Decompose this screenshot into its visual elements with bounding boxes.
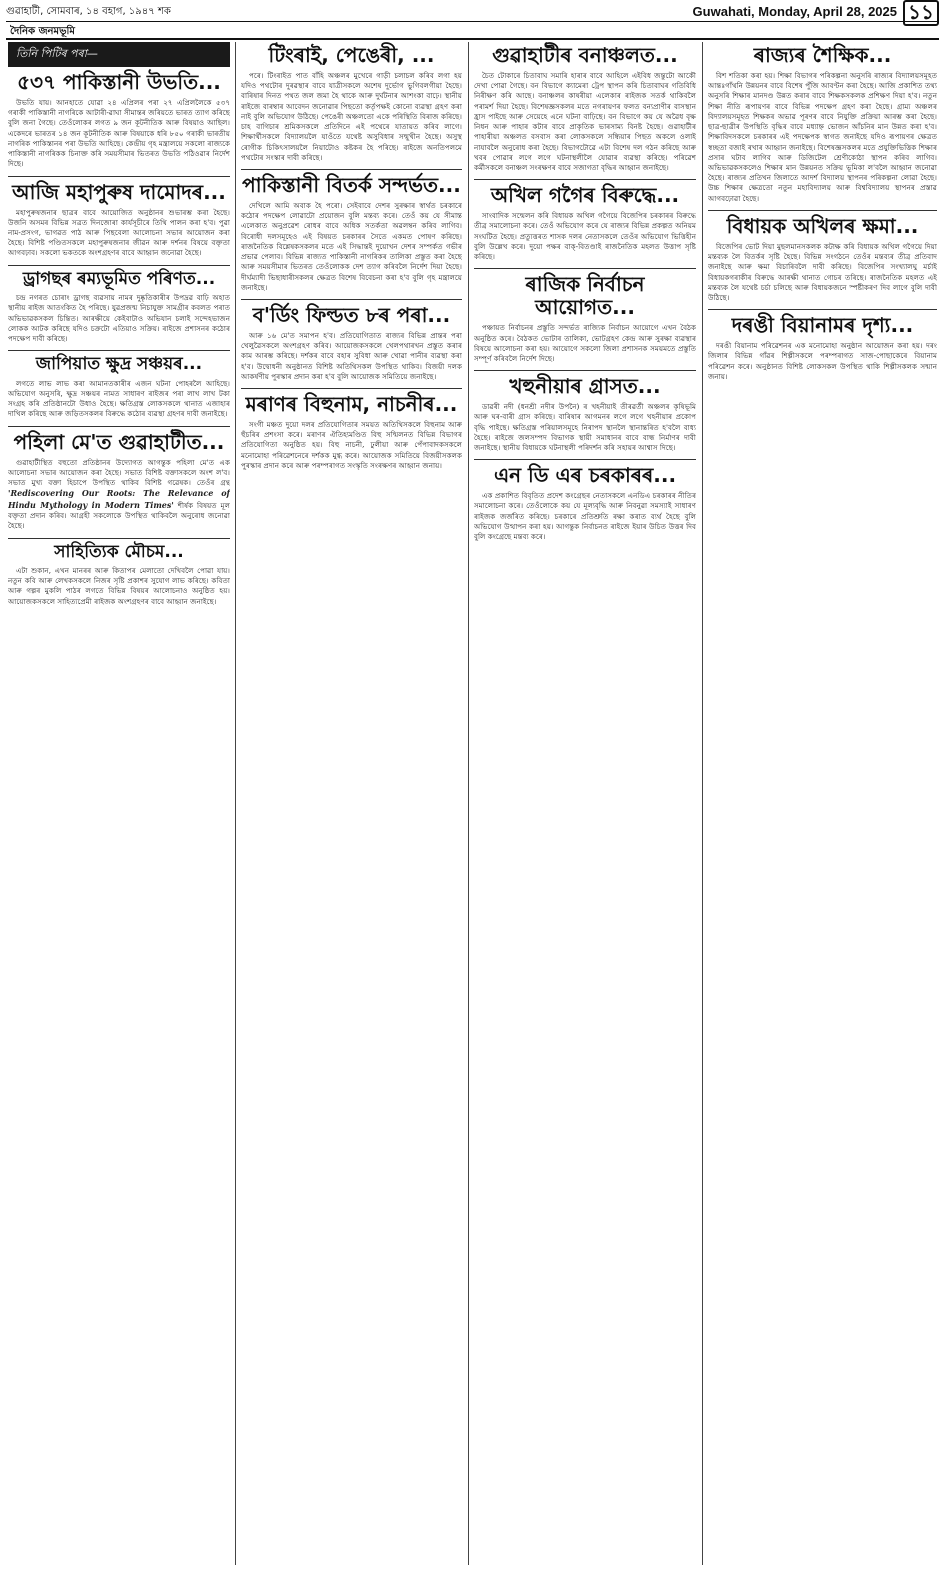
article-divider (474, 370, 696, 371)
article-body: মহাপুৰুষজনাৰ ছাত্ৰৰ বাবে আয়োজিত অনুষ্ঠানৰ শুভাৰম্ভ কৰা হৈছে। উজনি অসমৰ বিভিন্ন সত্ৰত দিনজোৰা কাৰ্যসূচীৰে তিথি পালন কৰা হ'ব। পুৱা নাম-প্ৰসংগ, ভাগৱত পাঠ আৰু পিছবেলা আলোচনা সভাৰ আয়োজন কৰা হৈছে। বিশিষ্ট পণ্ডিতসকলে মহাপুৰুষজনাৰ জীৱন আৰু দৰ্শনৰ বিষয়ে বক্তৃতা আগবঢ়াব। সকলো ভকতকে অংশগ্ৰহণৰ বাবে আহ্বান জনোৱা হৈছে। (8, 207, 230, 258)
date-assamese: গুৱাহাটী, সোমবাৰ, ১৪ বহাগ, ১৯৪৭ শক (6, 6, 171, 17)
article-body: পৰে। টিংৰাইত পাত বাঁহি অঞ্চলৰ মুখেৰে গাড়ী চলাচল কৰিব লগা হয় যদিও পথটোৰ দুৰৱস্থাৰ বাবে যাত্ৰীসকলে অশেষ দুৰ্ভোগ ভুগিবলগীয়া হৈছে। বাৰিষাৰ দিনত পথত জল জমা হৈ থাকে আৰু দুৰ্ঘটনাৰ আশংকা বাঢ়ে। স্থানীয় ৰাইজে বাৰম্বাৰ আবেদন জনোৱাৰ পিছতো কৰ্তৃপক্ষই কোনো ব্যৱস্থা গ্ৰহণ কৰা নাই বুলি অভিযোগ উঠিছে। পেঙেৰী অঞ্চলতো একে পৰিস্থিতি বিৰাজ কৰিছে। চাহ বাগিচাৰ শ্ৰমিকসকলে প্ৰতিদিনে এই পথেৰে যাতায়ত কৰিব লাগে। শিক্ষাৰ্থীসকলে বিদ্যালয়লৈ যাওঁতে যথেষ্ট অসুবিধাৰ সন্মুখীন হৈছে। অসুস্থ ৰোগীক চিকিৎসালয়লৈ নিয়াটোও কষ্টকৰ হৈ পৰিছে। ৰাইজে অনতিপলমে পথটোৰ সংস্কাৰ দাবী কৰিছে। (241, 71, 462, 162)
article-divider (8, 426, 230, 427)
column-3 (474, 42, 696, 1565)
headline: মৰাণৰ বিহুনাম, নাচনীৰ... (245, 392, 458, 417)
article-body: সংগী মঞ্চত দুয়ো দলৰ প্ৰতিযোগিতাৰ সময়ত অতিথিসকলে বিহুনাম আৰু হুঁচৰিৰ প্ৰশংসা কৰে। মৰাণৰ ঐতিহ্যমণ্ডিত বিহু সন্মিলনত বিভিন্ন বিভাগৰ প্ৰতিযোগিতা অনুষ্ঠিত হয়। বিহু নাচনী, ঢুলীয়া আৰু পেঁপাবাদকসকলে মনোমোহা পৰিৱেশনেৰে দৰ্শকক মুগ্ধ কৰে। আয়োজক সমিতিয়ে বিজয়ীসকলক পুৰস্কাৰ প্ৰদান কৰে আৰু পৰম্পৰাগত সংস্কৃতি সংৰক্ষণৰ আহ্বান জনায়। (241, 420, 462, 470)
article-divider (474, 179, 696, 180)
article-darangi-biyanam (708, 314, 937, 382)
masthead-rule (6, 21, 939, 22)
page-number: ১১ (903, 0, 939, 26)
article-body: উভতি যায়। আনহাতে যোৱা ২৪ এপ্ৰিলৰ পৰা ২৭ এপ্ৰিললৈকে ৫৩৭ গৰাকী পাকিস্তানী নাগৰিকে আটাৰী-ৱাঘা সীমান্তৰ জৰিয়তে ভাৰত ত্যাগ কৰিছে বুলি জনা গৈছে। তেওঁলোকৰ লগত ৯ জন কূটনীতিক আৰু বিষয়াও আছিল। একেদৰে ভাৰতৰ ১৪ জন কূটনীতিক আৰু বিষয়াকে ধৰি ৮৫০ গৰাকী ভাৰতীয় নাগৰিক পাকিস্তানৰ পৰা উভতি আহিছে। কেন্দ্ৰীয় গৃহ মন্ত্ৰালয়ে সকলো ৰাজ্যকে পাকিস্তানী নাগৰিকক চিনাক্ত কৰি সময়সীমাৰ ভিতৰত উভতি পঠিওৱাৰ নিৰ্দেশ দিছে। (8, 98, 230, 169)
column-divider (468, 42, 469, 1565)
article-state-election-commission (474, 273, 696, 364)
headline: ৰাজ্যৰ শৈক্ষিক... (753, 43, 892, 67)
article-nda-government (474, 464, 696, 542)
headline: জাপিয়াত ক্ষুদ্ৰ সঞ্চয়ৰ... (35, 354, 203, 375)
article-pakistani-return (8, 71, 230, 170)
column-4 (708, 42, 937, 1565)
article-literary-season (8, 543, 230, 607)
article-divider (8, 176, 230, 177)
continued-from-tag: তিনি পিটিৰ পৰা— (8, 42, 230, 67)
article-body: ডাৱৰী নদী (ধনশ্ৰী নদীৰ উপনৈ) ৰ খহনীয়াই তীৰৱৰ্তী অঞ্চলৰ কৃষিভূমি আৰু ঘৰ-বাৰী গ্ৰাস কৰিছে। বাৰিষাৰ আগমনৰ লগে লগে খহনীয়াৰ প্ৰকোপ বৃদ্ধি পাইছে। ক্ষতিগ্ৰস্ত পৰিয়ালসমূহে নিৰাপদ স্থানলৈ স্থানান্তৰিত হ'বলৈ বাধ্য হৈছে। ৰাইজে জলসম্পদ বিভাগক স্থায়ী সমাধানৰ বাবে বান্ধ নিৰ্মাণৰ দাবী জনাইছে। স্থানীয় বিধায়কে ঘটনাস্থলী পৰিদৰ্শন কৰি সহায়ৰ আশ্বাস দিছে। (474, 402, 696, 453)
article-boarding-field (241, 304, 462, 382)
headline: পাকিস্তানী বিতৰ্ক সন্দৰ্ভত... (242, 172, 461, 197)
book-title: 'Rediscovering Our Roots: The Relevance of Hindu Mythology in Modern Times' (8, 488, 230, 510)
article-small-savings (8, 355, 230, 419)
headline: আজি মহাপুৰুষ দামোদৰ... (12, 179, 226, 204)
article-against-akhil-gogoi (474, 184, 696, 262)
article-divider (241, 299, 462, 300)
article-divider (8, 538, 230, 539)
headline: ব'ৰ্ডিং ফিল্ডত ৮ৰ পৰা... (252, 302, 451, 327)
masthead-rule-bottom (6, 38, 939, 40)
masthead (0, 0, 945, 40)
headline: খহুনীয়াৰ গ্ৰাসত... (509, 374, 661, 399)
column-divider (702, 42, 703, 1565)
article-mla-akhil-apology (708, 215, 937, 303)
article-erosion (474, 375, 696, 453)
column-2 (241, 42, 462, 1565)
article-divider (708, 309, 937, 310)
article-body: সাংবাদিক সন্মেলন কৰি বিধায়ক অখিল গগৈয়ে বিজেপিৰ চৰকাৰৰ বিৰুদ্ধে তীব্ৰ সমালোচনা কৰে। তেওঁ অভিযোগ কৰে যে ৰাজ্যৰ বিভিন্ন প্ৰকল্পত অনিয়ম সংঘটিত হৈছে। প্ৰত্যুত্তৰত শাসক দলৰ নেতাসকলে তেওঁৰ অভিযোগ ভিত্তিহীন বুলি উল্লেখ কৰে। দুয়ো পক্ষৰ বাক্-বিতণ্ডাই ৰাজনৈতিক মহলত উত্তাপ সৃষ্টি কৰিছে। (474, 211, 696, 262)
headline: ড্ৰাগছৰ ৰম্যভূমিত পৰিণত... (22, 268, 216, 289)
article-divider (708, 210, 937, 211)
article-body: চন্দ্ৰ নগৰত চোৰাং ড্ৰাগছ ব্যৱসায় নামৰ দুষ্কৃতিকাৰীৰ উপদ্ৰৱ বাঢ়ি অহাত স্থানীয় ৰাইজ আতংকিত হৈ পৰিছে। যুৱপ্ৰজন্ম নিচাযুক্ত সামগ্ৰীৰ কবলত পৰাত অভিভাৱকসকল চিন্তিত। আৰক্ষীয়ে কেইবাটাও অভিযান চলাই সন্দেহভাজন লোকক আটক কৰিছে যদিও চক্ৰটো এতিয়াও সক্ৰিয়। ৰাইজে প্ৰশাসনৰ কঠোৰ পদক্ষেপ দাবী কৰিছে। (8, 293, 230, 344)
article-mahapurush-damodar (8, 181, 230, 259)
article-moran-bihunam (241, 393, 462, 471)
article-body: চৈত টোকাৰে চিতাবাঘ সমাৰি হাৰাৰ বাবে আহিলে এইবিধ জন্তুটো আকৌ দেখা পোৱা গৈছে। বন বিভাগে ক্যামেৰা ট্ৰেপ স্থাপন কৰি চিতাবাঘৰ গতিবিধি নিৰীক্ষণ কৰি আছে। বনাঞ্চলৰ কাষৰীয়া এলেকাৰ ৰাইজক সতৰ্ক থাকিবলৈ পৰামৰ্শ দিয়া হৈছে। বিশেষজ্ঞসকলৰ মতে নগৰায়ণৰ ফলত বন্যপ্ৰাণীৰ বাসস্থান হ্ৰাস পাইছে আৰু সেয়েহে এনে ঘটনা বাঢ়িছে। বন বিভাগে কয় যে অৱৈধ বৃক্ষ নিধন আৰু পাহাৰ কটাৰ বাবে প্ৰাকৃতিক ভাৰসাম্য বিনষ্ট হৈছে। গুৱাহাটীৰ পাহাৰীয়া অঞ্চলত বসবাস কৰা লোকসকলে সন্ধিয়াৰ পিছত অকলে ওলাই নাযাবলৈ অনুৰোধ কৰা হৈছে। বিভাগটোৱে এটা বিশেষ দল গঠন কৰিছে আৰু খবৰ পোৱাৰ লগে লগে ঘটনাস্থলীলৈ যোৱাৰ ব্যৱস্থা কৰিছে। পৰিৱেশ কৰ্মীসকলে বনাঞ্চল সংৰক্ষণৰ বাবে সজাগতা বৃদ্ধিৰ আহ্বান জনাইছে। (474, 71, 696, 172)
headline: গুৱাহাটীৰ বনাঞ্চলত... (492, 43, 678, 67)
article-drugs (8, 270, 230, 345)
headline: দৰঙী বিয়ানামৰ দৃশ্য... (731, 313, 914, 338)
column-divider (235, 42, 236, 1565)
column-1 (8, 42, 230, 1565)
article-may-first-guwahati (8, 431, 230, 532)
article-body: লগতে লাভ লাভ কৰা আমানতকাৰীৰ এজন ঘটনা পোহৰলৈ আহিছে। অভিযোগ অনুসৰি, ক্ষুদ্ৰ সঞ্চয়ৰ নামত সাধাৰণ ৰাইজৰ পৰা লাখ লাখ টকা সংগ্ৰহ কৰি প্ৰতিষ্ঠানটো উধাও হৈছে। ক্ষতিগ্ৰস্ত লোকসকলে থানাত এজাহাৰ দাখিল কৰিছে আৰু জড়িতসকলৰ বিৰুদ্ধে কঠোৰ ব্যৱস্থা গ্ৰহণৰ দাবী জনাইছে। (8, 378, 230, 419)
article-divider (241, 388, 462, 389)
article-divider (474, 459, 696, 460)
article-body: দৰঙী বিয়ানাম পৰিৱেশনৰ এক মনোমোহা অনুষ্ঠান আয়োজন কৰা হয়। দৰং জিলাৰ বিভিন্ন গাঁৱৰ শিল্পীসকলে পৰম্পৰাগত সাজ-পোছাকেৰে বিয়ানাম পৰিৱেশন কৰে। অনুষ্ঠানত বিশিষ্ট লোকসকল উপস্থিত থাকি শিল্পীসকলক সন্মান জনায়। (708, 341, 937, 381)
headline: টিংৰাই, পেঙেৰী, ... (268, 43, 435, 67)
headline: ৫৩৭ পাকিস্তানী উভতি... (17, 70, 221, 94)
article-divider (8, 265, 230, 266)
article-body: দেখিলে আমি অবাক হৈ পৰো। সেইবাবে দেশৰ সুৰক্ষাৰ স্বাৰ্থত চৰকাৰে কঠোৰ পদক্ষেপ লোৱাটো প্ৰয়োজন বুলি মন্তব্য কৰে। তেওঁ কয় যে সীমান্ত এলেকাত অনুপ্ৰৱেশ ৰোধৰ বাবে অধিক সতৰ্কতা অৱলম্বন কৰিব লাগিব। বিৰোধী দলসমূহেও এই বিষয়ত চৰকাৰৰ সৈতে একমত পোষণ কৰিছে। ৰাজনৈতিক বিশ্লেষকসকলৰ মতে এই সিদ্ধান্তই দুয়োখন দেশৰ সম্পৰ্কত গভীৰ প্ৰভাৱ পেলাব। বিভিন্ন ৰাজ্যত পাকিস্তানী নাগৰিকৰ তালিকা প্ৰস্তুত কৰা হৈছে আৰু সময়সীমাৰ ভিতৰত তেওঁলোকক দেশ ত্যাগ কৰিবলৈ নিৰ্দেশ দিয়া হৈছে। দীৰ্ঘম্যাদী ভিছাধাৰীসকলৰ ক্ষেত্ৰত বিশেষ বিবেচনা কৰা হ'ব বুলি গৃহ মন্ত্ৰালয়ে জনাইছে। (241, 200, 462, 292)
article-body: এক প্ৰকাশিত বিবৃতিত প্ৰদেশ কংগ্ৰেছৰ নেতাসকলে এনডিএ চৰকাৰৰ নীতিৰ সমালোচনা কৰে। তেওঁলোকে কয় যে মূল্যবৃদ্ধি আৰু নিবনুৱা সমস্যাই সাধাৰণ ৰাইজক জৰ্জৰিত কৰিছে। চৰকাৰে প্ৰতিশ্ৰুতি ৰক্ষা কৰাত ব্যৰ্থ হৈছে বুলি অভিযোগ উত্থাপন কৰা হয়। আগন্তুক নিৰ্বাচনত ৰাইজে ইয়াৰ উচিত উত্তৰ দিব বুলি কংগ্ৰেছে মন্তব্য কৰে। (474, 491, 696, 542)
headline: ৰাজিক নিৰ্বাচন আয়োগত... (525, 272, 645, 320)
article-body: এটা শুকান, এখন মানৰৰ আৰু কিতাপৰ মেলাতো দেখিবলৈ পোৱা যায়। নতুন কবি আৰু লেখকসকলে নিজৰ সৃষ্টি প্ৰকাশৰ সুযোগ লাভ কৰিছে। কবিতা আৰু গল্পৰ মুকলি পাঠৰ লগতে বিভিন্ন বিষয়ৰ আলোচনাও অনুষ্ঠিত হয়। আয়োজকসকলে সাহিত্যপ্ৰেমী ৰাইজক অংশগ্ৰহণৰ বাবে আহ্বান জনাইছে। (8, 566, 230, 606)
article-divider (241, 169, 462, 170)
article-pakistani-debate (241, 174, 462, 293)
article-divider (8, 350, 230, 351)
article-body: বিশ শতিকা কৰা হয়। শিক্ষা বিভাগৰ পৰিকল্পনা অনুসৰি ৰাজ্যৰ বিদ্যালয়সমূহত আন্তঃগাঁথনি উন্নয়নৰ বাবে বিশেষ পুঁজি আবণ্টন কৰা হৈছে। আজি প্ৰকাশিত তথ্য অনুসৰি শিক্ষাৰ মানদণ্ড উন্নত কৰাৰ বাবে শিক্ষকসকলক প্ৰশিক্ষণ দিয়া হ'ব। নতুন শিক্ষা নীতি ৰূপায়ণৰ বাবে বিভিন্ন পদক্ষেপ গ্ৰহণ কৰা হৈছে। গ্ৰাম্য অঞ্চলৰ বিদ্যালয়সমূহত শিক্ষকৰ অভাৱ পূৰণৰ বাবে নিযুক্তি প্ৰক্ৰিয়া আৰম্ভ কৰা হৈছে। ছাত্ৰ-ছাত্ৰীৰ উপস্থিতি বৃদ্ধিৰ বাবে মধ্যাহ্ন ভোজন আঁচনিৰ মান উন্নত কৰা হ'ব। শিক্ষাবিদসকলে চৰকাৰৰ এই পদক্ষেপক স্বাগত জনাইছে যদিও ৰূপায়ণৰ ক্ষেত্ৰত স্বচ্ছতা বজাই ৰখাৰ আহ্বান জনাইছে। বিশেষজ্ঞসকলৰ মতে প্ৰযুক্তিভিত্তিক শিক্ষাৰ প্ৰসাৰ ঘটাব লাগিব আৰু ডিজিটেল শ্ৰেণীকোঠা স্থাপন কৰিব লাগিব। অভিভাৱকসকলেও শিক্ষাৰ মান উন্নয়নত সক্ৰিয় ভূমিকা ল'বলৈ আহ্বান জনোৱা হৈছে। ৰাজ্যৰ প্ৰতিখন জিলাতে আদৰ্শ বিদ্যালয় স্থাপনৰ পৰিকল্পনা লোৱা হৈছে। উচ্চ শিক্ষাৰ ক্ষেত্ৰতো নতুন মহাবিদ্যালয় আৰু বিশ্ববিদ্যালয় স্থাপনৰ প্ৰস্তাৱ আগবঢ়োৱা হৈছে। (708, 71, 937, 203)
article-body: গুৱাহাটীস্থিত বহুতো প্ৰতিষ্ঠানৰ উদ্যোগত আগন্তুক পহিলা মে'ত এক আলোচনা সভাৰ আয়োজন কৰা হৈছে। সভাত বিশিষ্ট বক্তাসকলে অংশ ল'ব। সভাত মুখ্য বক্তা হিচাপে উপস্থিত থাকিব বিশিষ্ট গৱেষক। তেওঁৰ গ্ৰন্থ 'Rediscovering Our Roots: The Relevance of Hindu Mythology in Modern Times' শীৰ্ষক বিষয়ত মূল বক্তৃতা প্ৰদান কৰিব। আগ্ৰহী সকলোকে উপস্থিত থাকিবলৈ অনুৰোধ জনোৱা হৈছে। (8, 457, 230, 531)
article-guwahati-forest (474, 44, 696, 173)
article-divider (474, 268, 696, 269)
headline: এন ডি এৰ চৰকাৰৰ... (493, 463, 677, 488)
article-body: আৰু ১৬ মে'ত সমাপন হ'ব। প্ৰতিযোগিতাত ৰাজ্যৰ বিভিন্ন প্ৰান্তৰ পৰা খেলুৱৈসকলে অংশগ্ৰহণ কৰিব। আয়োজকসকলে খেলপথাৰখন প্ৰস্তুত কৰাৰ কাম আৰম্ভ কৰিছে। দৰ্শকৰ বাবে বহাৰ সুবিধা আৰু খোৱা পানীৰ ব্যৱস্থা কৰা হ'ব। উদ্বোধনী অনুষ্ঠানত বিশিষ্ট অতিথিসকল উপস্থিত থাকিব। বিজয়ী দলক আকৰ্ষণীয় পুৰস্কাৰ প্ৰদান কৰা হ'ব বুলি আয়োজক সমিতিয়ে জনাইছে। (241, 330, 462, 381)
article-tingrai-pengeri (241, 44, 462, 163)
headline: সাহিত্যিক মৌচম... (54, 541, 184, 562)
article-body: বিজেপিৰ ভোট দিয়া মুছলমানসকলক কটাক্ষ কৰি বিধায়ক অখিল গগৈয়ে দিয়া মন্তব্যক লৈ বিতৰ্কৰ সৃষ্টি হৈছে। বিভিন্ন সংগঠনে তেওঁৰ মন্তব্যৰ তীব্ৰ প্ৰতিবাদ জনাইছে আৰু ক্ষমা বিচাৰিবলৈ দাবী কৰিছে। বিজেপিৰ সংখ্যালঘু মৰ্চাই বিধায়কগৰাকীৰ বিৰুদ্ধে আৰক্ষী থানাত গোচৰ তৰিছে। ৰাজনৈতিক মহলত এই মন্তব্যক লৈ যথেষ্ট চৰ্চা চলিছে আৰু বিধায়কজনে স্পষ্টীকৰণ দিব লাগে বুলি দাবী উঠিছে। (708, 241, 937, 302)
headline: পহিলা মে'ত গুৱাহাটীত... (13, 429, 225, 454)
article-state-education (708, 44, 937, 204)
newspaper-brand: দৈনিক জনমভূমি (10, 26, 75, 37)
date-english: Guwahati, Monday, April 28, 2025 (692, 4, 897, 19)
article-body: পঞ্চায়ত নিৰ্বাচনৰ প্ৰস্তুতি সন্দৰ্ভত ৰাজ্যিক নিৰ্বাচন আয়োগে এখন বৈঠক অনুষ্ঠিত কৰে। বৈঠকত ভোটাৰ তালিকা, ভোটগ্ৰহণ কেন্দ্ৰ আৰু সুৰক্ষা ব্যৱস্থাৰ বিষয়ে আলোচনা কৰা হয়। আয়োগে সকলো জিলা প্ৰশাসনক সময়মতে প্ৰস্তুতি সম্পূৰ্ণ কৰিবলৈ নিৰ্দেশ দিছে। (474, 323, 696, 363)
headline: অখিল গগৈৰ বিৰুদ্ধে... (490, 183, 680, 208)
headline: বিধায়ক অখিলৰ ক্ষমা... (726, 213, 919, 238)
